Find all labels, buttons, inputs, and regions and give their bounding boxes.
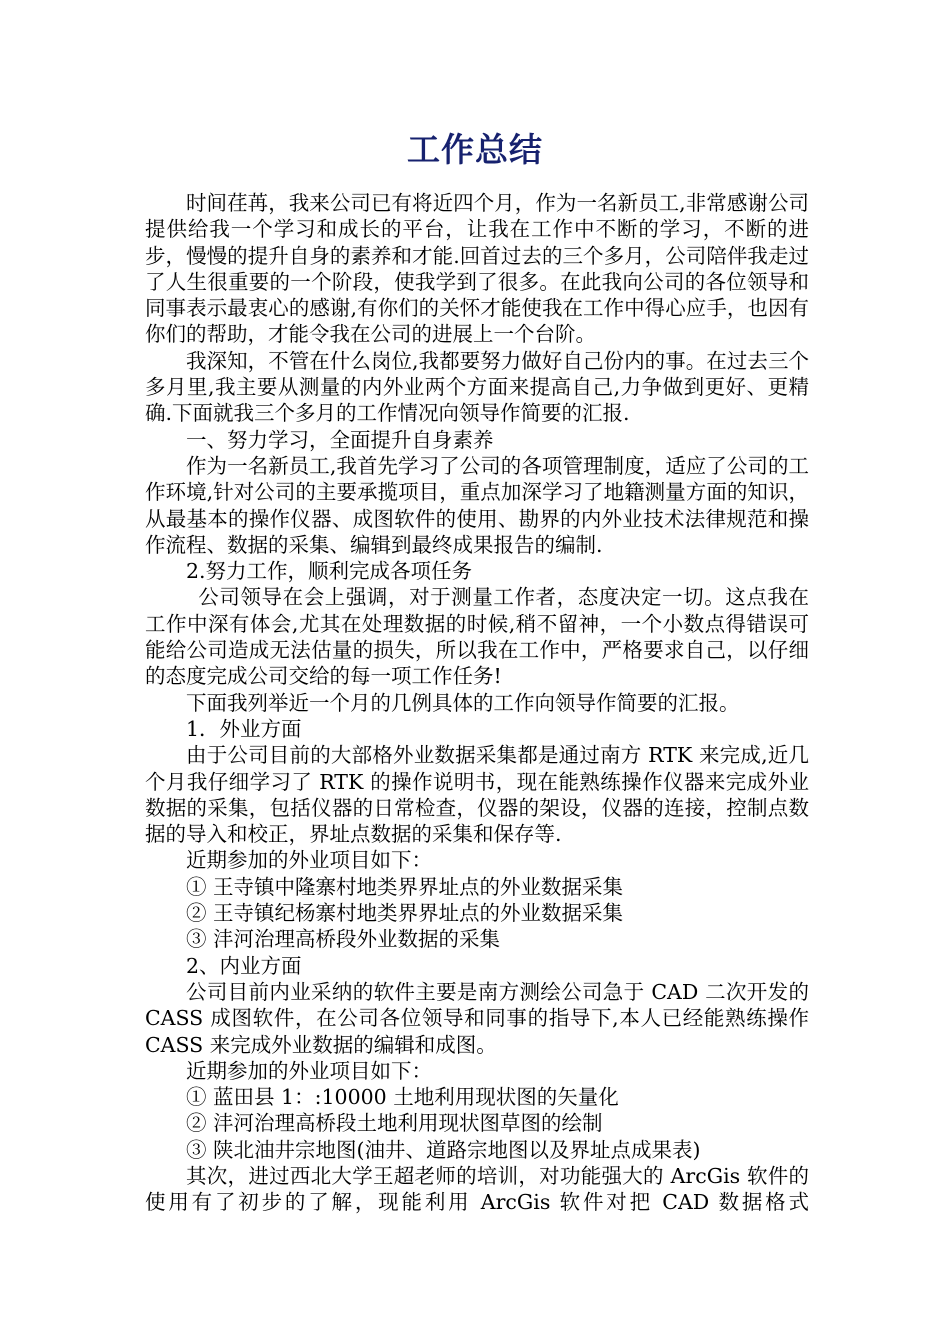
- section-heading-study: 一、努力学习，全面提升自身素养: [186, 427, 494, 452]
- paragraph-field: 由于公司目前的大部格外业数据采集都是通过南方 RTK 来完成,近几个月我仔细学习了 RTK 的操作说明书，现在能熟练操作仪器来完成外业数据的采集，包括仪器的日常检查，仪器的架设，仪器的连接，控制点数据的导入和校正，界址点数据的采集和保存等.: [145, 743, 809, 847]
- paragraph-intro: 时间荏苒，我来公司已有将近四个月，作为一名新员工,非常感谢公司提供给我一个学习和成长的平台，让我在工作中不断的学习，不断的进步，慢慢的提升自身的素养和才能.回首过去的三个多月，公司陪伴我走过了人生很重要的一个阶段，使我学到了很多。在此我向公司的各位领导和同事表示最衷心的感谢,有你们的关怀才能使我在工作中得心应手，也因有你们的帮助，才能令我在公司的进展上一个台阶。: [145, 191, 809, 347]
- paragraph-attitude: 公司领导在会上强调，对于测量工作者，态度决定一切。这点我在工作中深有体会,尤其在处理数据的时候,稍不留神，一个小数点得错误可能给公司造成无法估量的损失，所以我在工作中，严格要求自己，以仔细的态度完成公司交给的每一项工作任务!: [145, 585, 809, 689]
- field-projects-heading: 近期参加的外业项目如下：: [186, 848, 432, 873]
- document-title: 工作总结: [407, 130, 543, 169]
- section-heading-work: 2.努力工作，顺利完成各项任务: [186, 559, 473, 584]
- paragraph-report-intro: 下面我列举近一个月的几例具体的工作向领导作简要的汇报。: [186, 690, 740, 715]
- paragraph-training: 其次，进过西北大学王超老师的培训，对功能强大的 ArcGis 软件的使用有了初步的了解，现能利用 ArcGis 软件对把 CAD 数据格式: [145, 1163, 809, 1215]
- paragraph-office: 公司目前内业采纳的软件主要是南方测绘公司急于 CAD 二次开发的 CASS 成图软件，在公司各位领导和同事的指导下,本人已经能熟练操作 CASS 来完成外业数据的编辑和成图。: [145, 979, 809, 1057]
- paragraph-study: 作为一名新员工,我首先学习了公司的各项管理制度，适应了公司的工作环境,针对公司的主要承揽项目，重点加深学习了地籍测量方面的知识，从最基本的操作仪器、成图软件的使用、勘界的内外业技术法律规范和操作流程、数据的采集、编辑到最终成果报告的编制.: [145, 453, 809, 557]
- office-project-item: ① 蓝田县 1：:10000 土地利用现状图的矢量化: [186, 1085, 619, 1110]
- section-heading-office: 2、内业方面: [186, 953, 302, 978]
- field-project-item: ① 王寺镇中隆寨村地类界界址点的外业数据采集: [186, 874, 624, 899]
- paragraph-duty: 我深知，不管在什么岗位,我都要努力做好自己份内的事。在过去三个多月里,我主要从测量的内外业两个方面来提高自己,力争做到更好、更精确.下面就我三个多月的工作情况向领导作简要的汇报.: [145, 348, 809, 426]
- office-project-item: ② 沣河治理高桥段土地利用现状图草图的绘制: [186, 1111, 603, 1136]
- section-heading-field: 1．外业方面: [186, 716, 302, 741]
- document-body: [145, 190, 809, 1216]
- field-project-item: ② 王寺镇纪杨寨村地类界界址点的外业数据采集: [186, 901, 624, 926]
- field-project-item: ③ 沣河治理高桥段外业数据的采集: [186, 927, 501, 952]
- office-project-item: ③ 陕北油井宗地图(油井、道路宗地图以及界址点成果表): [186, 1137, 701, 1162]
- office-projects-heading: 近期参加的外业项目如下：: [186, 1058, 432, 1083]
